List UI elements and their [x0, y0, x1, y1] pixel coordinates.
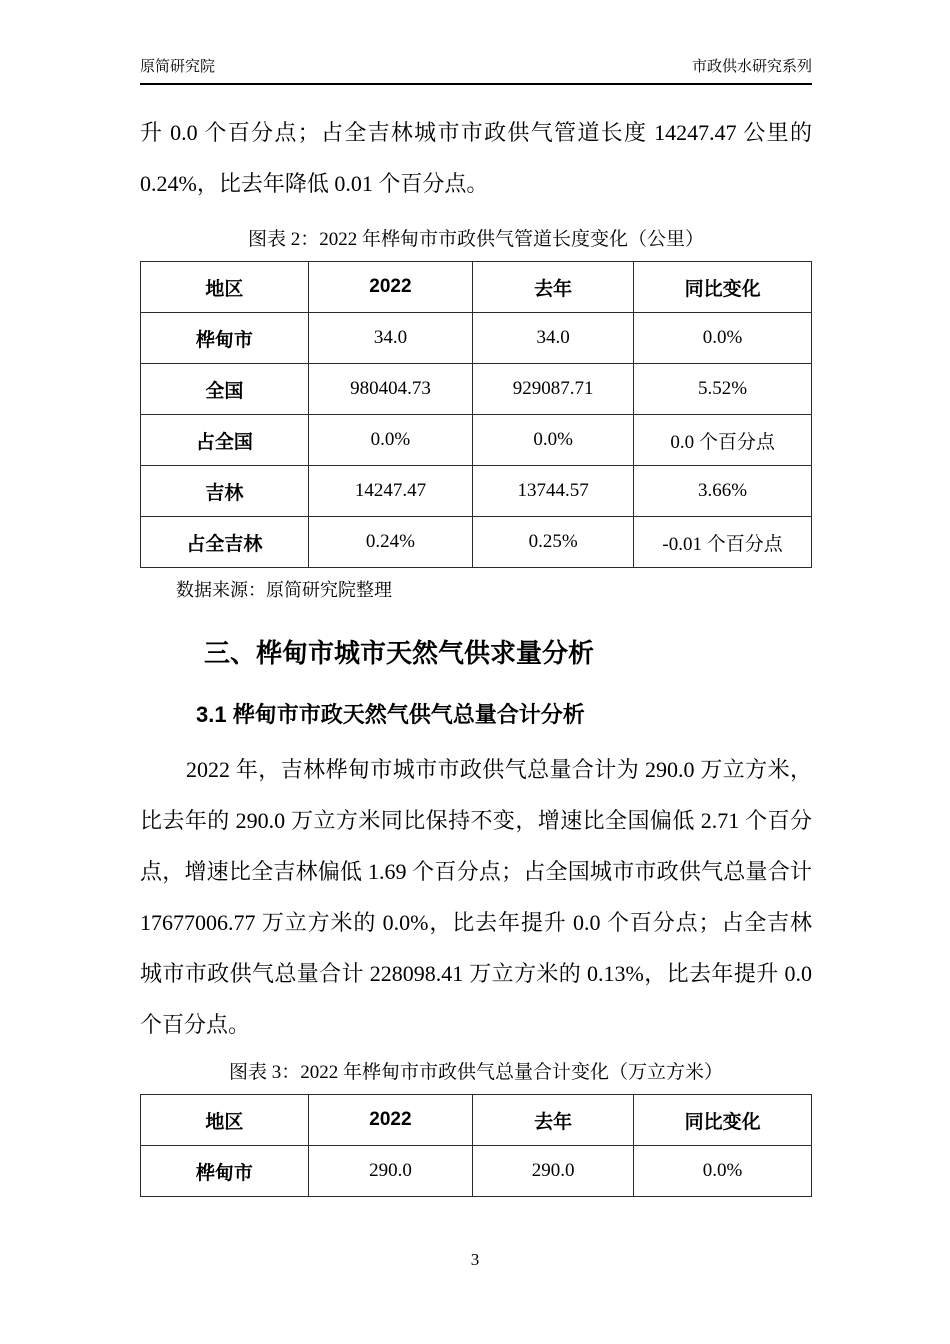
- table-cell-lastyear: 0.25%: [473, 517, 634, 568]
- table-cell-2022: 14247.47: [308, 466, 472, 517]
- page-content: [0, 107, 950, 1197]
- table-cell-2022: 290.0: [308, 1146, 472, 1197]
- table-cell-yoy: 0.0 个百分点: [634, 415, 812, 466]
- section-heading: 三、桦甸市城市天然气供求量分析: [204, 638, 595, 668]
- subsection-heading: 3.1 桦甸市市政天然气供气总量合计分析: [196, 702, 585, 727]
- table3-header-row: [141, 1095, 812, 1146]
- table3-gas-supply-total: [140, 1094, 812, 1197]
- table-cell-region: 桦甸市: [141, 1146, 309, 1197]
- table2-pipeline-length: [140, 261, 812, 568]
- table-cell-region: 占全吉林: [141, 517, 309, 568]
- paragraph-supply-analysis: 2022 年，吉林桦甸市城市市政供气总量合计为 290.0 万立方米，比去年的 290.0 万立方米同比保持不变，增速比全国偏低 2.71 个百分点，增速比全吉林偏低 1.69 个百分点；占全国城市市政供气总量合计 17677006.77 万立方米的 0.0%，比去年提升 0.0 个百分点；占全吉林城市市政供气总量合计 228098.41 万立方米的 0.13%，比去年提升 0.0 个百分点。: [140, 757, 812, 1037]
- table-cell-lastyear: 0.0%: [473, 415, 634, 466]
- table3-header-2022: 2022: [308, 1095, 472, 1146]
- page-number: 3: [470, 1250, 480, 1269]
- table-cell-region: 桦甸市: [141, 313, 309, 364]
- table3-row-huadian: [141, 1146, 812, 1197]
- table2-header-lastyear: 去年: [473, 262, 634, 313]
- table-cell-yoy: -0.01 个百分点: [634, 517, 812, 568]
- table2-row-huadian: [141, 313, 812, 364]
- table-cell-lastyear: 34.0: [473, 313, 634, 364]
- table-cell-2022: 34.0: [308, 313, 472, 364]
- table2-row-share-jilin: [141, 517, 812, 568]
- table3-header-region: 地区: [141, 1095, 309, 1146]
- table2-row-jilin: [141, 466, 812, 517]
- table2-caption: 图表 2：2022 年桦甸市市政供气管道长度变化（公里）: [247, 229, 704, 250]
- table-cell-yoy: 0.0%: [634, 1146, 812, 1197]
- table-cell-lastyear: 929087.71: [473, 364, 634, 415]
- table-cell-lastyear: 290.0: [473, 1146, 634, 1197]
- table2-header-2022: 2022: [308, 262, 472, 313]
- table-cell-yoy: 3.66%: [634, 466, 812, 517]
- table2-row-share-national: [141, 415, 812, 466]
- table-cell-lastyear: 13744.57: [473, 466, 634, 517]
- table3-header-yoy: 同比变化: [634, 1095, 812, 1146]
- page-footer: [0, 1250, 950, 1270]
- table-cell-region: 占全国: [141, 415, 309, 466]
- data-source-note: 数据来源：原简研究院整理: [176, 580, 392, 600]
- table-cell-region: 吉林: [141, 466, 309, 517]
- table-cell-2022: 0.0%: [308, 415, 472, 466]
- table-cell-yoy: 0.0%: [634, 313, 812, 364]
- page-header: [140, 0, 812, 85]
- paragraph-pipeline-continuation: 升 0.0 个百分点；占全吉林城市市政供气管道长度 14247.47 公里的 0.24%，比去年降低 0.01 个百分点。: [140, 120, 812, 196]
- table3-header-lastyear: 去年: [473, 1095, 634, 1146]
- table2-row-national: [141, 364, 812, 415]
- table3-caption: 图表 3：2022 年桦甸市市政供气总量合计变化（万立方米）: [228, 1062, 723, 1083]
- header-left-title: 原简研究院: [140, 59, 216, 75]
- table-cell-2022: 980404.73: [308, 364, 472, 415]
- table-cell-yoy: 5.52%: [634, 364, 812, 415]
- table2-header-row: [141, 262, 812, 313]
- table2-header-region: 地区: [141, 262, 309, 313]
- header-right-series: 市政供水研究系列: [691, 59, 812, 75]
- table-cell-region: 全国: [141, 364, 309, 415]
- table2-header-yoy: 同比变化: [634, 262, 812, 313]
- table-cell-2022: 0.24%: [308, 517, 472, 568]
